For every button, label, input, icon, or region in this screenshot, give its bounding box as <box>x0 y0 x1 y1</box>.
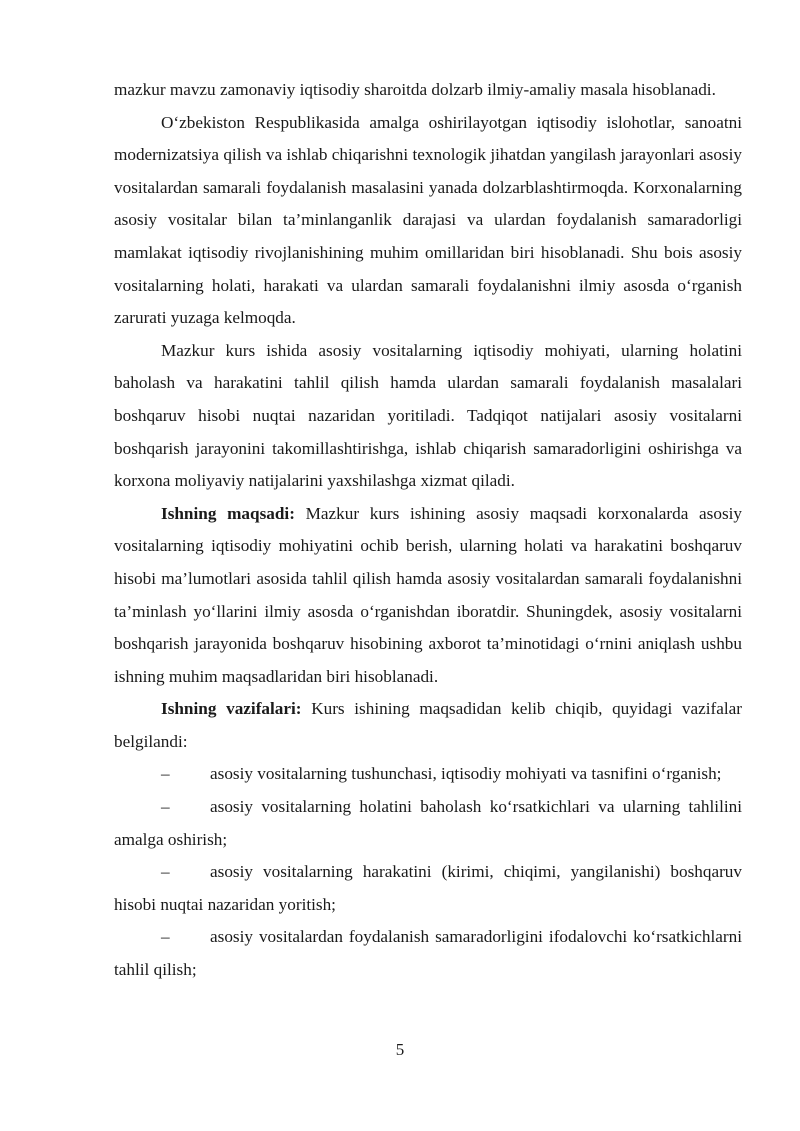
goal-paragraph <box>114 498 742 694</box>
dash-bullet: – <box>161 764 170 784</box>
goal-label: Ishning maqsadi: <box>161 503 295 523</box>
task-item-2 <box>114 791 742 856</box>
task-item-text: asosiy vositalarning tushunchasi, iqtisodiy mohiyati va tasnifini o‘rganish; <box>210 764 722 784</box>
dash-bullet: – <box>161 862 170 882</box>
task-item-text: asosiy vositalarning holatini baholash ko‘rsatkichlari va ularning tahlilini amalga oshirish; <box>114 797 742 849</box>
task-item-text: asosiy vositalarning harakatini (kirimi, chiqimi, yangilanishi) boshqaruv hisobi nuqtai nazaridan yoritish; <box>114 862 742 914</box>
tasks-text: Kurs ishining maqsadidan kelib chiqib, quyidagi vazifalar belgilandi: <box>114 699 743 751</box>
dash-bullet: – <box>161 797 170 817</box>
task-item-3 <box>114 856 742 921</box>
course-work-paragraph: Mazkur kurs ishida asosiy vositalarning iqtisodiy mohiyati, ularning holatini baholash va harakatini tahlil qilish hamda ulardan samarali foydalanish masalalari boshqaruv hisobi nuqtai nazaridan yoritiladi. Tadqiqot natijalari asosiy vositalarni boshqarish jarayonini takomillashtirishga, ishlab chiqarish samaradorligini oshirishga va korxona moliyaviy natijalarini yaxshilashga xizmat qiladi. <box>114 340 742 491</box>
tasks-paragraph <box>114 693 742 758</box>
task-item-1 <box>114 758 742 791</box>
task-item-4 <box>114 921 742 986</box>
goal-text: Mazkur kurs ishining asosiy maqsadi korxonalarda asosiy vositalarning iqtisodiy mohiyatini ochib berish, ularning holati va harakatini boshqaruv hisobi ma’lumotlari asosida tahlil qilish hamda asosiy vositalardan samarali foydalanishni ta’minlash yo‘llarini ilmiy asosda o‘rganishdan iboratdir. Shuningdek, asosiy vositalarni boshqarish jarayonida boshqaruv hisobining axborot ta’minotidagi o‘rnini aniqlash ushbu ishning muhim maqsadlaridan biri hisoblanadi. <box>114 503 743 686</box>
dash-bullet: – <box>161 927 170 947</box>
page-number: 5 <box>395 1040 405 1059</box>
document-page <box>114 74 742 987</box>
tasks-label: Ishning vazifalari: <box>161 699 302 719</box>
task-item-text: asosiy vositalardan foydalanish samaradorligini ifodalovchi ko‘rsatkichlarni tahlil qilish; <box>114 927 742 980</box>
intro-paragraph: mazkur mavzu zamonaviy iqtisodiy sharoitda dolzarb ilmiy-amaliy masala hisoblanadi. <box>114 80 716 99</box>
reforms-paragraph: O‘zbekiston Respublikasida amalga oshirilayotgan iqtisodiy islohotlar, sanoatni modernizatsiya qilish va ishlab chiqarishni texnologik jihatdan yangilash jarayonlari asosiy vositalardan samarali foydalanish masalasini yanada dolzarblashtirmoqda. Korxonalarning asosiy vositalar bilan ta’minlanganlik darajasi va ulardan foydalanish samaradorligi mamlakat iqtisodiy rivojlanishining muhim omillaridan biri hisoblanadi. Shu bois asosiy vositalarning holati, harakati va ulardan samarali foydalanishni ilmiy asosda o‘rganish zarurati yuzaga kelmoqda. <box>114 112 742 328</box>
